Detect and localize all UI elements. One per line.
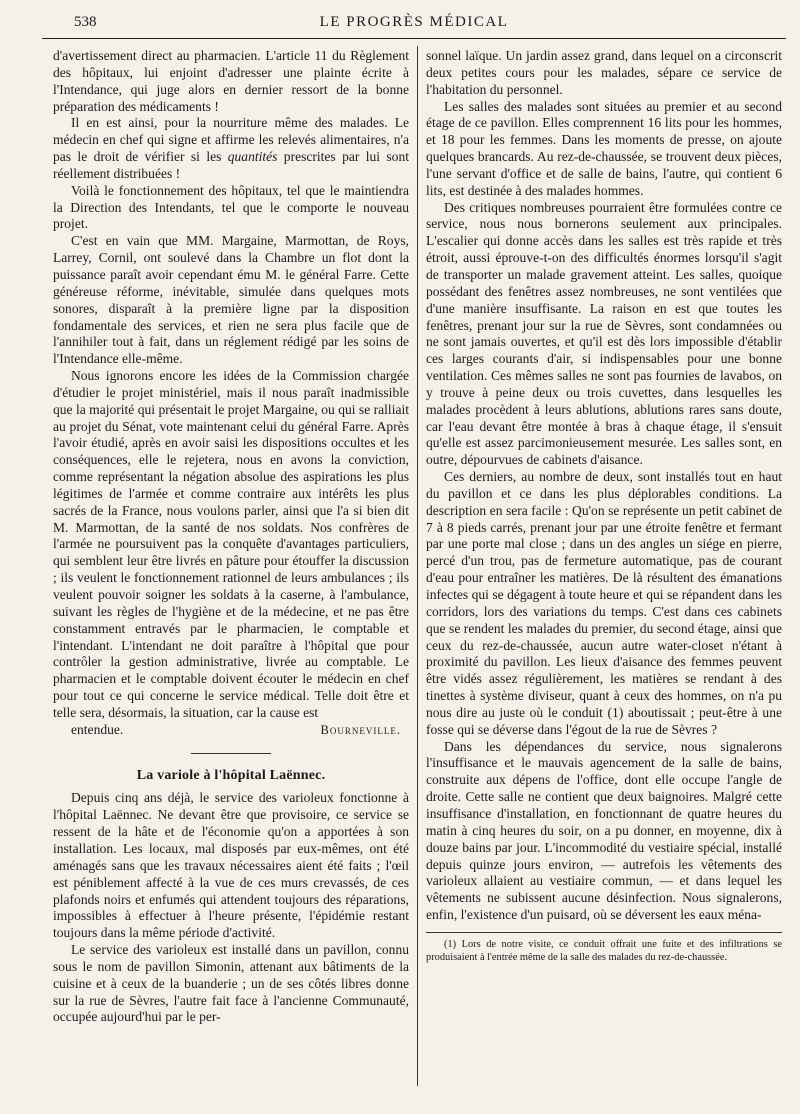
right-column	[426, 48, 782, 964]
paragraph-text: prescrites par lui sont réellement distribuées !	[53, 149, 409, 181]
page-number: 538	[74, 14, 97, 30]
column-divider	[417, 46, 418, 1086]
footnote-rule	[426, 932, 782, 933]
paragraph: Les salles des malades sont situées au premier et au second étage de ce pavillon. Elles comprennent 16 lits pour les hommes, et 18 pour les femmes. Dans les moments de presse, on ajoute quelques brancards. Au rez-de-chaussée, se trouvent deux pièces, l'une servant d'office et de salle de bains, l'autre, qui contient 6 lits, est destinée à des malades hommes.	[426, 98, 782, 198]
paragraph: d'avertissement direct au pharmacien. L'article 11 du Règlement des hôpitaux, lui enjoint d'adresser une plainte écrite à l'Intendance, qui juge alors en dernier ressort de la bonne préparation des médicaments !	[53, 48, 409, 114]
author-signature: Bourneville.	[320, 722, 401, 737]
paragraph-end: entendue.	[71, 721, 124, 737]
paragraph: C'est en vain que MM. Margaine, Marmottan, de Roys, Larrey, Cornil, ont soulevé dans la Chambre un flot dont la puissance paraît avoir cependant ému M. le général Farre. Cette généreuse réforme, inévitable, simulée dans quelques mots sonores, disparaît à la première ligne par la disposition fondamentale des services, et rien ne sera plus facile que de l'annihiler tout à fait, dans un réglement rédigé par les soins de l'Intendance elle-même.	[53, 233, 409, 367]
page-header	[42, 12, 786, 39]
footnote: (1) Lors de notre visite, ce conduit offrait une fuite et des infiltrations se produisaient à l'entrée même de la salle des malades du rez-de-chaussée.	[426, 938, 782, 963]
paragraph: Le service des varioleux est installé dans un pavillon, connu sous le nom de pavillon Simonin, attenant aux bâtiments de la cuisine et à ceux de la buanderie ; un de ses côtés libres donne sur la rue de Sèvres, l'autre fait face à l'ancienne Communauté, occupée aujourd'hui par le per-	[53, 942, 409, 1025]
left-column	[53, 48, 409, 1026]
article-separator	[191, 753, 271, 754]
paragraph: Dans les dépendances du service, nous signalerons l'insuffisance et le mauvais agencement de la salle de bains, construite aux dépens de l'office, dont elle occupe l'angle de droite. Cette salle ne contient que deux baignoires. Malgré cette insuffisance d'installation, en fonctionnant de quatre heures du matin à cinq heures du soir, on a pu donner, en moyenne, dix à douze bains par jour. L'incommodité du vestiaire spécial, installé depuis quinze jours environ, — autrefois les vêtements des varioleux allaient au vestiaire commun, — et dans lequel les vêtements ne subissent aucune désinfection. Nous signalerons, enfin, l'existence d'un puisard, où se déversent les eaux ména-	[426, 738, 782, 923]
article-title: La variole à l'hôpital Laënnec.	[136, 767, 326, 783]
paragraph: Ces derniers, au nombre de deux, sont installés tout en haut du pavillon et ce dans les plus déplorables conditions. La description en sera facile : Qu'on se représente un petit cabinet de 7 à 8 pieds carrés, prenant jour par une étroite fenêtre et fermant par une porte mal close ; dans un des angles un siége en pierre, percé d'un trou, pas de fermeture automatique, pas de courant d'eau pour entraîner les matières. De là résultent des émanations infectes qui se dégagent à toute heure et qui se répandent dans les corridors, lors des variations du temps. C'est dans ces cabinets que se rendent les malades du premier, du second étage, ainsi que ceux du rez-de-chaussée, aucun autre water-closet n'étant à proximité du pavillon. Les lieux d'aisance des femmes peuvent être vidés assez régulièrement, les matières se rendant à des tinettes à système diviseur, quant à ceux des hommes, on n'a pu nous dire au juste où le conduit (1) aboutissait ; peut-être à une fosse qui se déverse dans l'égout de la rue de Sèvres ?	[426, 469, 782, 737]
paragraph	[53, 115, 409, 182]
paragraph: Des critiques nombreuses pourraient être formulées contre ce service, nous nous bornerons seulement aux principales. L'escalier qui donne accès dans les salles est très rapide et très étroit, aussi éprouve-t-on des difficultés énormes lorsqu'il s'agit de transporter un malade gravement atteint. Les salles, quoique possédant des fenêtres assez nombreuses, ne sont ventilées que d'une manière insuffisante. La raison en est que toutes les fenêtres, prenant jour sur la rue de Sèvres, sont condamnées ou ne sont jamais ouvertes, et qu'il est dès lors impossible d'établir ces larges courants d'air, si indispensables pour une bonne ventilation. Ces mêmes salles ne sont pas fournies de lavabos, on y trouve à peine deux ou trois cuvettes, dans lesquelles les malades procèdent à leurs ablutions, ablutions rares sans doute, car l'eau devant être montée à bras à chaque étage, il s'ensuit qu'elle est assez parcimonieusement mesurée. Les salles sont, en outre, dépourvues de cabinets d'aisance.	[426, 199, 782, 468]
signature-line	[53, 722, 409, 739]
paragraph: Nous ignorons encore les idées de la Commission chargée d'étudier le projet ministériel, mais il nous paraît inadmissible que la majorité qui présentait le projet Margaine, ou qui se ralliait au projet du Sénat, vote maintenant celui du général Farre. Après l'avoir étudié, après en avoir saisi les dispositions occultes et les conséquences, elle le rejetera, nous en avons la conviction, comme représentant la négation absolue des aspirations les plus légitimes de l'armée et comme contraire aux intérêts les plus sacrés de la France, nous voulons parler, ainsi que l'a si bien dit M. Marmottan, de la santé de nos soldats. Nos confrères de l'armée ne poursuivent pas la conquête d'avantages particuliers, qui semblent leur être livrés en pâture pour étouffer la discussion ; ils veulent le fonctionnement rationnel de leurs ambulances ; ils veulent pouvoir soigner les soldats à la caserne, à l'ambulance, suivant les règles de l'hygiène et de la médecine, et ne pas être constamment entravés par le pharmacien, le comptable et l'intendant. L'intendant ne doit paraître à l'hôpital que pour contrôler la gestion administrative, livrée au comptable. Le pharmacien et le comptable doivent écouter le médecin en chef pour tout ce qui concerne le service médical. Telle doit être et telle sera, désormais, la situation, car la cause est	[53, 368, 409, 720]
paragraph: Depuis cinq ans déjà, le service des varioleux fonctionne à l'hôpital Laënnec. Ne devant être que provisoire, ce service se ressent de la hâte et de l'économie qu'on a apportées à son installation. Les locaux, mal disposés par eux-mêmes, ont été aménagés sans que les travaux nécessaires aient été faits ; l'œil est péniblement affecté à la vue de ces murs crevassés, de ces plafonds noirs et enfumés qui attendent toujours des réparations, impossibles à effectuer à l'heure présente, l'épidémie restant toujours dans la même période d'activité.	[53, 790, 409, 941]
paragraph: sonnel laïque. Un jardin assez grand, dans lequel on a circonscrit deux petites cours pour les malades, sépare ce service de l'habitation du personnel.	[426, 48, 782, 97]
journal-title: LE PROGRÈS MÉDICAL	[319, 14, 509, 30]
emphasis-text: quantités	[227, 149, 278, 165]
paragraph: Voilà le fonctionnement des hôpitaux, tel que le maintiendra la Direction des Intendants, tel que le comporte le nouveau projet.	[53, 182, 409, 232]
paragraph-text: Il en est ainsi, pour la nourriture même des malades. Le médecin en chef qui signe et affirme les relevés alimentaires, n'a pas le droit de vérifier si les	[53, 115, 409, 165]
